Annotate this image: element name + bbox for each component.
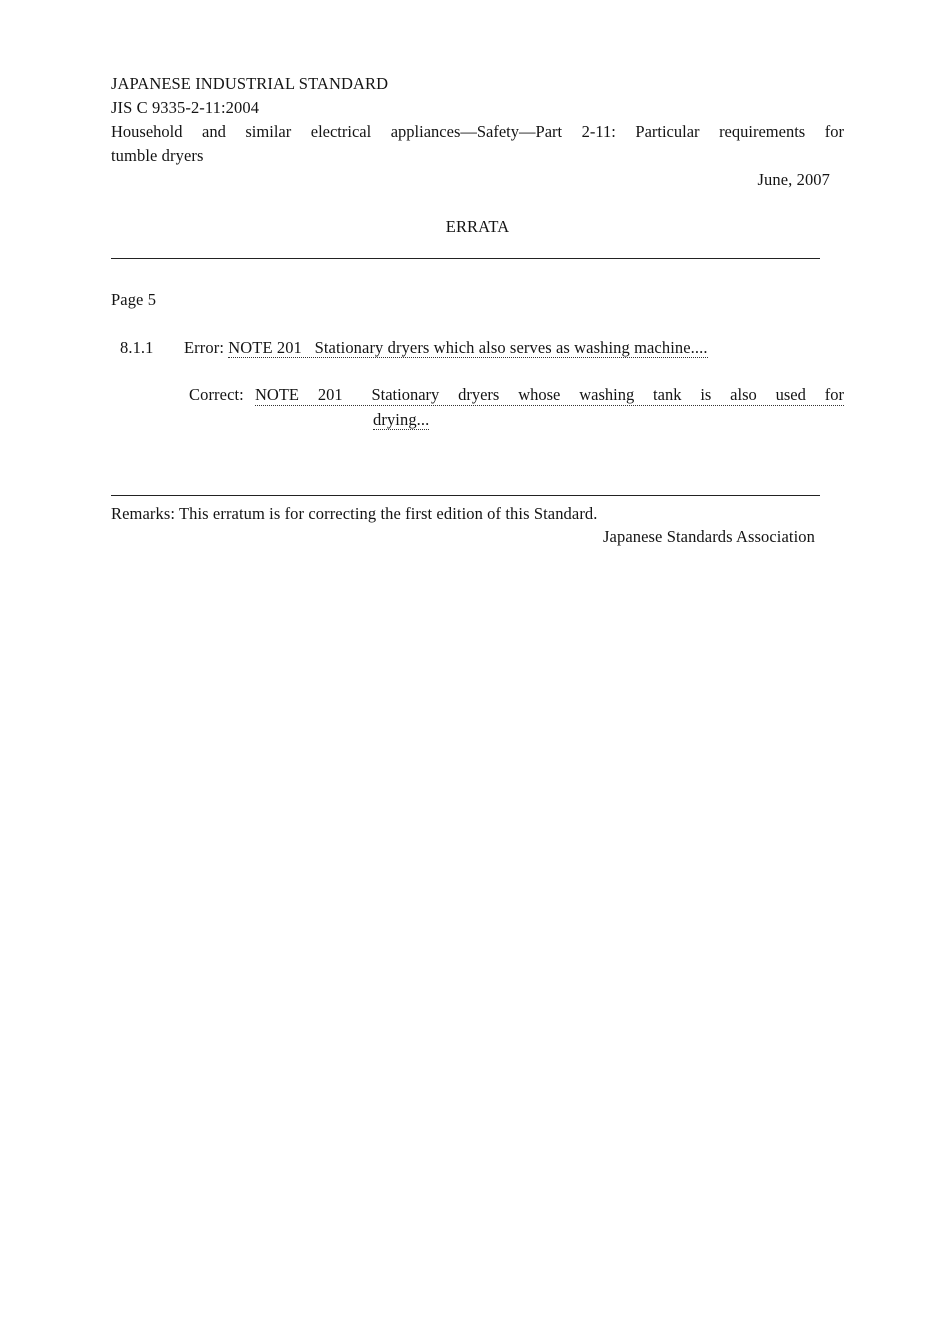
standard-org-line: JAPANESE INDUSTRIAL STANDARD xyxy=(111,74,389,93)
correct-word: Stationary xyxy=(371,385,440,404)
correct-text-line-1 xyxy=(255,385,844,406)
correct-word: dryers xyxy=(458,385,500,404)
page-reference: Page 5 xyxy=(111,290,157,309)
errata-heading: ERRATA xyxy=(445,217,510,236)
bottom-divider xyxy=(111,495,820,496)
correct-word: used xyxy=(775,385,806,404)
title-word: similar xyxy=(245,122,292,141)
correct-word: for xyxy=(824,385,844,404)
correct-word: also xyxy=(730,385,757,404)
title-word: electrical xyxy=(310,122,372,141)
correct-text-continuation: drying... xyxy=(373,410,430,429)
error-text: NOTE 201 Stationary dryers which also serves as washing machine.... xyxy=(228,338,708,357)
standard-number: JIS C 9335-2-11:2004 xyxy=(111,98,260,117)
title-word: Particular xyxy=(635,122,700,141)
correct-text-line-2 xyxy=(373,410,429,430)
clause-number: 8.1.1 xyxy=(120,338,154,357)
correct-label: Correct: xyxy=(189,385,244,404)
correct-word: 201 xyxy=(317,385,343,404)
title-word: and xyxy=(202,122,226,141)
remarks-note: Remarks: This erratum is for correcting the first edition of this Standard. xyxy=(111,504,598,523)
correct-word: whose xyxy=(518,385,561,404)
title-word: appliances—Safety—Part xyxy=(390,122,563,141)
correct-word: NOTE xyxy=(255,385,299,404)
correct-word: washing xyxy=(579,385,635,404)
error-label: Error: xyxy=(184,338,224,357)
error-row xyxy=(184,338,708,358)
title-word: requirements xyxy=(719,122,806,141)
publisher-name: Japanese Standards Association xyxy=(603,527,815,546)
title-word: 2-11: xyxy=(581,122,616,141)
document-title-line-1 xyxy=(111,122,844,142)
correct-word: tank xyxy=(653,385,682,404)
correct-word: is xyxy=(700,385,712,404)
document-title-line-2: tumble dryers xyxy=(111,146,204,165)
title-word: for xyxy=(824,122,844,141)
title-word: Household xyxy=(111,122,183,141)
errata-date: June, 2007 xyxy=(757,170,830,189)
top-divider xyxy=(111,258,820,259)
